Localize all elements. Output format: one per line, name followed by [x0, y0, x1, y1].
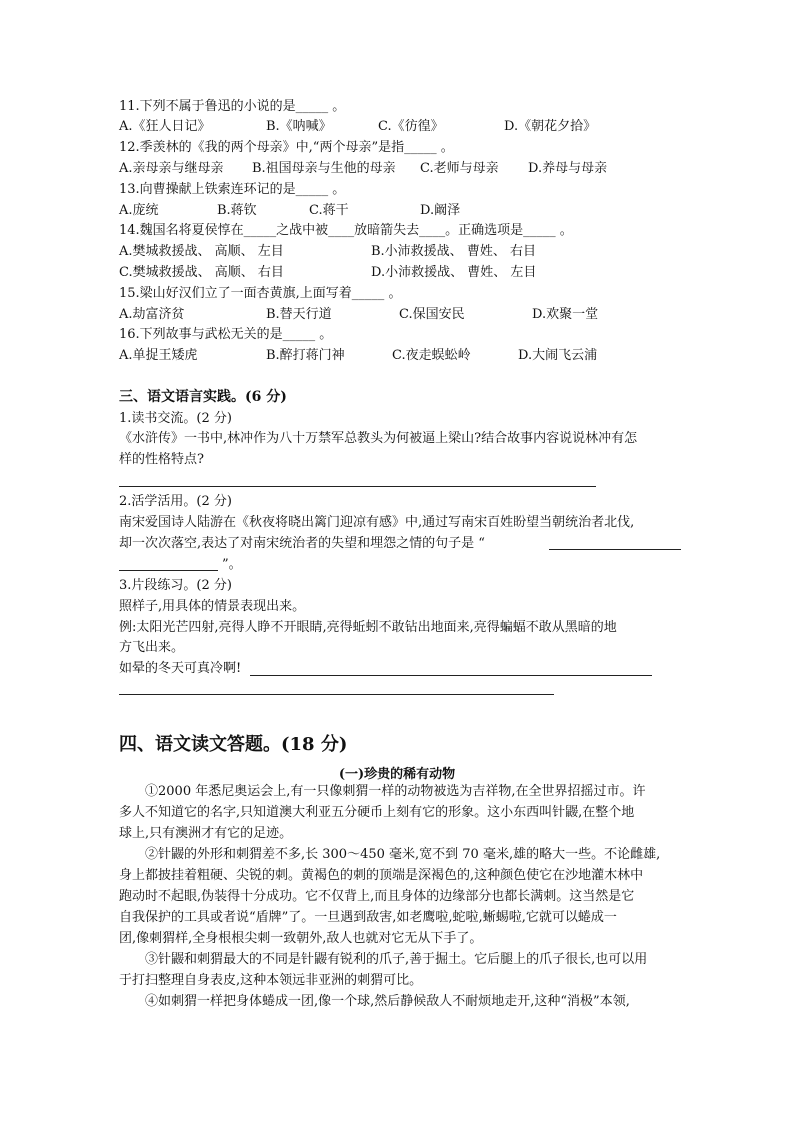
practice-3-line-1: 照样子,用具体的情景表现出来。 [119, 599, 306, 614]
q12-option-b: B.祖国母亲与生他的母亲 [252, 161, 396, 176]
practice-1-line-1: 《水浒传》一书中,林冲作为八十万禁军总教头为何被逼上梁山?结合故事内容说说林冲有怎 [119, 431, 638, 446]
practice-2-quote-close: ”。 [222, 557, 242, 572]
section-3-title: 三、语文语言实践。(6 分) [119, 389, 287, 405]
q15-option-b: B.替天行道 [266, 307, 332, 322]
answer-blank-2a[interactable] [549, 549, 681, 550]
q12-option-d: D.养母与母亲 [528, 161, 608, 176]
q15-option-a: A.劫富济贫 [119, 307, 185, 322]
question-16-stem: 16.下列故事与武松无关的是_____ 。 [119, 327, 333, 342]
passage-line: 身上都披挂着粗硬、尖锐的刺。黄褐色的刺的顶端是深褐色的,这种颜色使它在沙地灌木林中 [119, 868, 644, 883]
practice-1-line-2: 样的性格特点? [119, 452, 204, 467]
q16-option-a: A.单捉王矮虎 [119, 348, 198, 363]
passage-line: 团,像刺猬样,全身根根尖刺一致朝外,敌人也就对它无从下手了。 [119, 931, 483, 946]
q13-option-a: A.庞统 [119, 203, 159, 218]
practice-2-heading: 2.活学活用。(2 分) [119, 494, 232, 509]
q12-option-c: C.老师与母亲 [420, 161, 499, 176]
q13-option-d: D.阚泽 [420, 203, 461, 218]
question-15-stem: 15.梁山好汉们立了一面杏黄旗,上面写着_____ 。 [119, 286, 402, 301]
passage-line: 于打扫整理自身表皮,这种本领远非亚洲的刺猬可比。 [119, 973, 423, 988]
practice-3-line-4: 如晕的冬天可真冷啊! [119, 661, 242, 676]
practice-3-line-2: 例:太阳光芒四射,亮得人睁不开眼睛,亮得蚯蚓不敢钻出地面来,亮得蝙蝠不敢从黑暗的地 [119, 620, 617, 635]
question-11-stem: 11.下列不属于鲁迅的小说的是_____ 。 [119, 99, 346, 114]
q13-option-c: C.蒋干 [309, 203, 349, 218]
practice-3-line-3: 方飞出来。 [119, 640, 185, 655]
q14-option-a: A.樊城救援战、 高顺、 左目 [119, 244, 284, 259]
passage-line: 球上,只有澳洲才有它的足迹。 [119, 826, 293, 841]
q14-option-b: B.小沛救援战、 曹姓、 右目 [371, 244, 536, 259]
q13-option-b: B.蒋钦 [217, 203, 257, 218]
question-14-stem: 14.魏国名将夏侯惇在_____之战中被____放暗箭失去____。正确选项是_____ 。 [119, 223, 573, 238]
q12-option-a: A.亲母亲与继母亲 [119, 161, 224, 176]
answer-line-1[interactable] [119, 486, 596, 487]
practice-3-heading: 3.片段练习。(2 分) [119, 578, 232, 593]
q14-option-d: D.小沛救援战、 曹姓、 左目 [371, 265, 537, 280]
q14-option-c: C.樊城救援战、 高顺、 右目 [119, 265, 284, 280]
passage-line: ③针鼹和刺猬最大的不同是针鼹有锐利的爪子,善于掘土。它后腿上的爪子很长,也可以用 [145, 952, 648, 967]
passage-line: 多人不知道它的名字,只知道澳大利亚五分硬币上刻有它的形象。这小东西叫针鼹,在整个地 [119, 805, 635, 820]
practice-2-line-2: 却一次次落空,表达了对南宋统治者的失望和埋怨之情的句子是 “ [119, 536, 485, 551]
passage-line: 跑动时不起眼,伪装得十分成功。它不仅背上,而且身体的边缘部分也都长满刺。这当然是它 [119, 889, 635, 904]
passage-line: ①2000 年悉尼奥运会上,有一只像刺猬一样的动物被选为吉祥物,在全世界招摇过市。许 [145, 784, 646, 799]
q11-option-a: A.《狂人日记》 [119, 119, 211, 134]
answer-line-3a[interactable] [250, 675, 652, 676]
q15-option-c: C.保国安民 [399, 307, 465, 322]
passage-line: 自我保护的工具或者说“盾牌”了。一旦遇到敌害,如老鹰啦,蛇啦,蜥蜴啦,它就可以蜷成一 [119, 910, 617, 925]
practice-2-line-1: 南宋爱国诗人陆游在《秋夜将晓出篱门迎凉有感》中,通过写南宋百姓盼望当朝统治者北伐, [119, 515, 635, 530]
q11-option-c: C.《彷徨》 [378, 119, 444, 134]
q11-option-b: B.《呐喊》 [266, 119, 332, 134]
q16-option-c: C.夜走蜈蚣岭 [392, 348, 471, 363]
q16-option-d: D.大闹飞云浦 [518, 348, 598, 363]
answer-line-3b[interactable] [119, 694, 554, 695]
question-13-stem: 13.向曹操献上铁索连环记的是_____ 。 [119, 182, 346, 197]
question-12-stem: 12.季羡林的《我的两个母亲》中,“两个母亲”是指_____ 。 [119, 140, 454, 155]
answer-blank-2b[interactable] [119, 570, 218, 571]
practice-1-heading: 1.读书交流。(2 分) [119, 411, 232, 426]
q16-option-b: B.醉打蒋门神 [266, 348, 345, 363]
q15-option-d: D.欢聚一堂 [532, 307, 599, 322]
q11-option-d: D.《朝花夕拾》 [504, 119, 597, 134]
passage-line: ②针鼹的外形和刺猬差不多,长 300～450 毫米,宽不到 70 毫米,雄的略大一些。不论雌雄, [145, 847, 661, 862]
section-4-title: 四、语文读文答题。(18 分) [119, 734, 348, 755]
passage-line: ④如刺猬一样把身体蜷成一团,像一个球,然后静候敌人不耐烦地走开,这种“消极”本领, [145, 994, 630, 1009]
passage-title: (一)珍贵的稀有动物 [338, 767, 456, 782]
